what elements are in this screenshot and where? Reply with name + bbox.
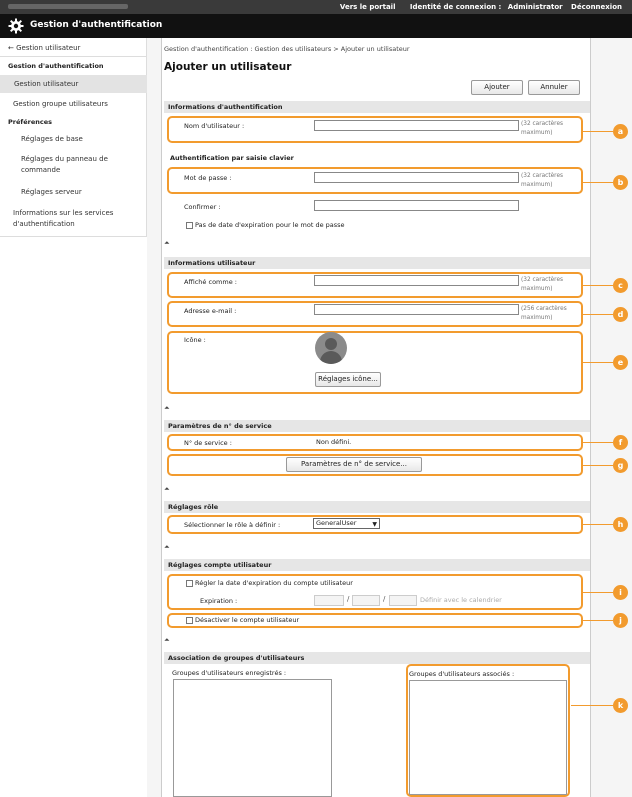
associated-groups-list[interactable] (409, 680, 567, 795)
section-group-association: Association de groupes d'utilisateurs (164, 652, 590, 664)
sidebar-item-group-management[interactable]: Gestion groupe utilisateurs (13, 100, 108, 108)
callout-c: c (613, 278, 628, 293)
callout-b: b (613, 175, 628, 190)
icon-settings-button[interactable]: Réglages icône... (315, 372, 381, 387)
callout-d: d (613, 307, 628, 322)
confirm-label: Confirmer : (184, 203, 221, 211)
scroll-top-icon[interactable]: ⏶ (164, 636, 170, 644)
display-name-label: Affiché comme : (184, 278, 237, 286)
sidebar-item-panel-settings[interactable]: Réglages du panneau de commande (21, 155, 108, 174)
role-select-label: Sélectionner le rôle à définir : (184, 521, 281, 529)
associated-groups-label: Groupes d'utilisateurs associés : (409, 670, 515, 678)
account-expiry-check-label: Régler la date d'expiration du compte utilisateur (195, 579, 353, 587)
expiry-month-input[interactable] (352, 595, 380, 606)
username-note: (32 caractères maximum) (521, 121, 564, 136)
callout-line (581, 314, 613, 315)
display-name-note: (32 caractères maximum) (521, 277, 564, 292)
no-expiry-checkbox[interactable] (186, 222, 193, 229)
callout-line (581, 285, 613, 286)
top-links (328, 3, 622, 11)
content-panel (161, 38, 591, 797)
main-area (147, 38, 632, 797)
breadcrumb: Gestion d'authentification : Gestion des utilisateurs > Ajouter un utilisateur (164, 45, 410, 53)
registered-groups-list[interactable] (173, 679, 332, 797)
callout-line (581, 620, 613, 621)
disable-account-label: Désactiver le compte utilisateur (195, 616, 300, 624)
sidebar-item-basic-settings[interactable]: Réglages de base (21, 135, 83, 143)
section-auth-info: Informations d'authentification (164, 101, 590, 113)
callout-f: f (613, 435, 628, 450)
callout-line (581, 465, 613, 466)
date-separator: / (383, 595, 386, 603)
login-identity-label: Identité de connexion : (409, 3, 502, 11)
sidebar-item-auth-services-info[interactable]: Informations sur les services d'authentification (13, 209, 114, 228)
username-label: Nom d'utilisateur : (184, 122, 245, 130)
password-note: (32 caractères maximum) (521, 173, 564, 188)
sidebar-section-auth: Gestion d'authentification (8, 62, 104, 70)
disable-account-checkbox[interactable] (186, 617, 193, 624)
portal-link[interactable]: Vers le portail (339, 3, 396, 11)
cancel-button[interactable]: Annuler (528, 80, 580, 95)
logout-link[interactable]: Déconnexion (571, 3, 622, 11)
add-button[interactable]: Ajouter (471, 80, 523, 95)
callout-line (581, 524, 613, 525)
chevron-down-icon: ▼ (372, 521, 377, 528)
sidebar (0, 38, 147, 237)
confirm-password-input[interactable] (314, 200, 519, 211)
scroll-top-icon[interactable]: ⏶ (164, 404, 170, 412)
icon-label: Icône : (184, 336, 206, 344)
registered-groups-label: Groupes d'utilisateurs enregistrés : (172, 669, 287, 677)
display-name-input[interactable] (314, 275, 519, 286)
callout-a: a (613, 124, 628, 139)
date-separator: / (347, 595, 350, 603)
callout-line (581, 592, 613, 593)
email-note: (256 caractères maximum) (521, 306, 567, 321)
account-expiry-checkbox[interactable] (186, 580, 193, 587)
sidebar-back-link[interactable]: ← Gestion utilisateur (8, 44, 81, 52)
login-identity-value: Administrator (507, 3, 563, 11)
blurred-device-name (8, 4, 128, 9)
callout-h: h (613, 517, 628, 532)
app-title: Gestion d'authentification (30, 20, 163, 30)
callout-line (581, 131, 613, 132)
scroll-top-icon[interactable]: ⏶ (164, 239, 170, 247)
callout-j: j (613, 613, 628, 628)
dept-id-value: Non défini. (316, 438, 352, 446)
keyboard-auth-heading: Authentification par saisie clavier (170, 154, 294, 162)
password-label: Mot de passe : (184, 174, 232, 182)
section-role-settings: Réglages rôle (164, 501, 590, 513)
sidebar-section-preferences: Préférences (8, 118, 52, 126)
callout-g: g (613, 458, 628, 473)
expiry-day-input[interactable] (389, 595, 417, 606)
dept-id-settings-button[interactable]: Paramètres de n° de service... (286, 457, 422, 472)
callout-line (581, 182, 613, 183)
role-select-value: GeneralUser (316, 519, 357, 527)
username-input[interactable] (314, 120, 519, 131)
app-bar (0, 14, 632, 38)
sidebar-item-server-settings[interactable]: Réglages serveur (21, 188, 82, 196)
calendar-link[interactable]: Définir avec le calendrier (420, 596, 502, 604)
scroll-top-icon[interactable]: ⏶ (164, 543, 170, 551)
callout-i: i (613, 585, 628, 600)
callout-line (581, 362, 613, 363)
page-title: Ajouter un utilisateur (164, 61, 292, 73)
role-select[interactable] (313, 518, 380, 529)
callout-line (581, 442, 613, 443)
scroll-top-icon[interactable]: ⏶ (164, 485, 170, 493)
section-dept-id: Paramètres de n° de service (164, 420, 590, 432)
callout-k: k (613, 698, 628, 713)
email-label: Adresse e-mail : (184, 307, 237, 315)
dept-id-label: N° de service : (184, 439, 232, 447)
callout-e: e (613, 355, 628, 370)
expiry-label: Expiration : (200, 597, 238, 605)
sidebar-item-user-management[interactable]: Gestion utilisateur (0, 75, 147, 93)
top-bar (0, 0, 632, 14)
avatar-icon (315, 332, 347, 364)
section-account-settings: Réglages compte utilisateur (164, 559, 590, 571)
no-expiry-label: Pas de date d'expiration pour le mot de passe (195, 221, 345, 229)
expiry-year-input[interactable] (314, 595, 344, 606)
gear-icon (8, 18, 24, 34)
password-input[interactable] (314, 172, 519, 183)
callout-line (571, 705, 613, 706)
divider (0, 56, 147, 57)
email-input[interactable] (314, 304, 519, 315)
section-user-info: Informations utilisateur (164, 257, 590, 269)
